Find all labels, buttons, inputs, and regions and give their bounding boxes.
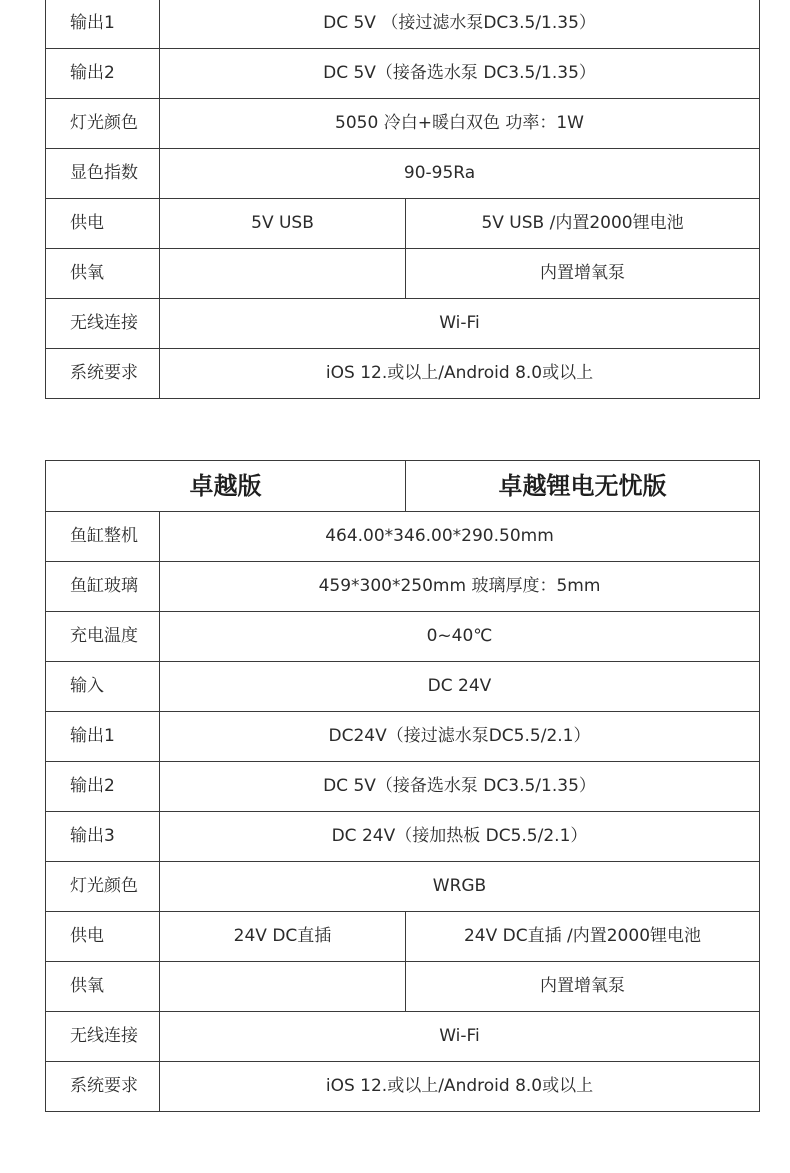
table-row [46, 149, 760, 199]
table-row [46, 862, 760, 912]
row-label: 输出1 [46, 0, 160, 49]
row-label: 显色指数 [46, 149, 160, 199]
table-row [46, 1012, 760, 1062]
row-label: 灯光颜色 [46, 862, 160, 912]
row-label: 系统要求 [46, 349, 160, 399]
row-value: 464.00*346.00*290.50mm [160, 512, 760, 562]
table-row [46, 562, 760, 612]
row-value-standard [160, 249, 406, 299]
spec-table-excellence [45, 460, 760, 1112]
table-row [46, 712, 760, 762]
row-value: DC 5V（接备选水泵 DC3.5/1.35） [160, 762, 760, 812]
row-value-battery: 24V DC直插 /内置2000锂电池 [406, 912, 760, 962]
table-row [46, 299, 760, 349]
table-row [46, 249, 760, 299]
table-row [46, 962, 760, 1012]
table-row [46, 1062, 760, 1112]
column-header-battery: 卓越锂电无忧版 [406, 461, 760, 512]
table-row [46, 512, 760, 562]
row-value: DC 24V [160, 662, 760, 712]
row-label: 输出1 [46, 712, 160, 762]
row-value: DC 5V （接过滤水泵DC3.5/1.35） [160, 0, 760, 49]
table-row [46, 349, 760, 399]
row-value: iOS 12.或以上/Android 8.0或以上 [160, 1062, 760, 1112]
table-row [46, 662, 760, 712]
table-row [46, 99, 760, 149]
table-row [46, 0, 760, 49]
row-label: 输出3 [46, 812, 160, 862]
column-header-excellence: 卓越版 [46, 461, 406, 512]
row-value: DC 5V（接备选水泵 DC3.5/1.35） [160, 49, 760, 99]
row-label: 供电 [46, 912, 160, 962]
row-value: 90-95Ra [160, 149, 760, 199]
row-label: 输出2 [46, 49, 160, 99]
table-row [46, 912, 760, 962]
row-label: 输出2 [46, 762, 160, 812]
row-value: DC24V（接过滤水泵DC5.5/2.1） [160, 712, 760, 762]
table-row [46, 49, 760, 99]
row-value: Wi-Fi [160, 1012, 760, 1062]
row-label: 输入 [46, 662, 160, 712]
row-value-standard [160, 962, 406, 1012]
row-value: 5050 冷白+暖白双色 功率：1W [160, 99, 760, 149]
row-label: 灯光颜色 [46, 99, 160, 149]
row-label: 无线连接 [46, 1012, 160, 1062]
row-value: DC 24V（接加热板 DC5.5/2.1） [160, 812, 760, 862]
spec-table-standard [45, 0, 760, 399]
row-value: iOS 12.或以上/Android 8.0或以上 [160, 349, 760, 399]
table-row [46, 612, 760, 662]
row-value-battery: 内置增氧泵 [406, 962, 760, 1012]
row-label: 鱼缸玻璃 [46, 562, 160, 612]
row-label: 鱼缸整机 [46, 512, 160, 562]
table-header-row [46, 461, 760, 512]
row-label: 供电 [46, 199, 160, 249]
row-value-battery: 内置增氧泵 [406, 249, 760, 299]
table-row [46, 762, 760, 812]
row-label: 供氧 [46, 962, 160, 1012]
table-row [46, 199, 760, 249]
row-value: Wi-Fi [160, 299, 760, 349]
row-value-standard: 24V DC直插 [160, 912, 406, 962]
row-value: WRGB [160, 862, 760, 912]
row-label: 系统要求 [46, 1062, 160, 1112]
row-value: 459*300*250mm 玻璃厚度：5mm [160, 562, 760, 612]
row-label: 无线连接 [46, 299, 160, 349]
row-value: 0~40℃ [160, 612, 760, 662]
row-value-standard: 5V USB [160, 199, 406, 249]
table-row [46, 812, 760, 862]
row-label: 供氧 [46, 249, 160, 299]
row-value-battery: 5V USB /内置2000锂电池 [406, 199, 760, 249]
row-label: 充电温度 [46, 612, 160, 662]
